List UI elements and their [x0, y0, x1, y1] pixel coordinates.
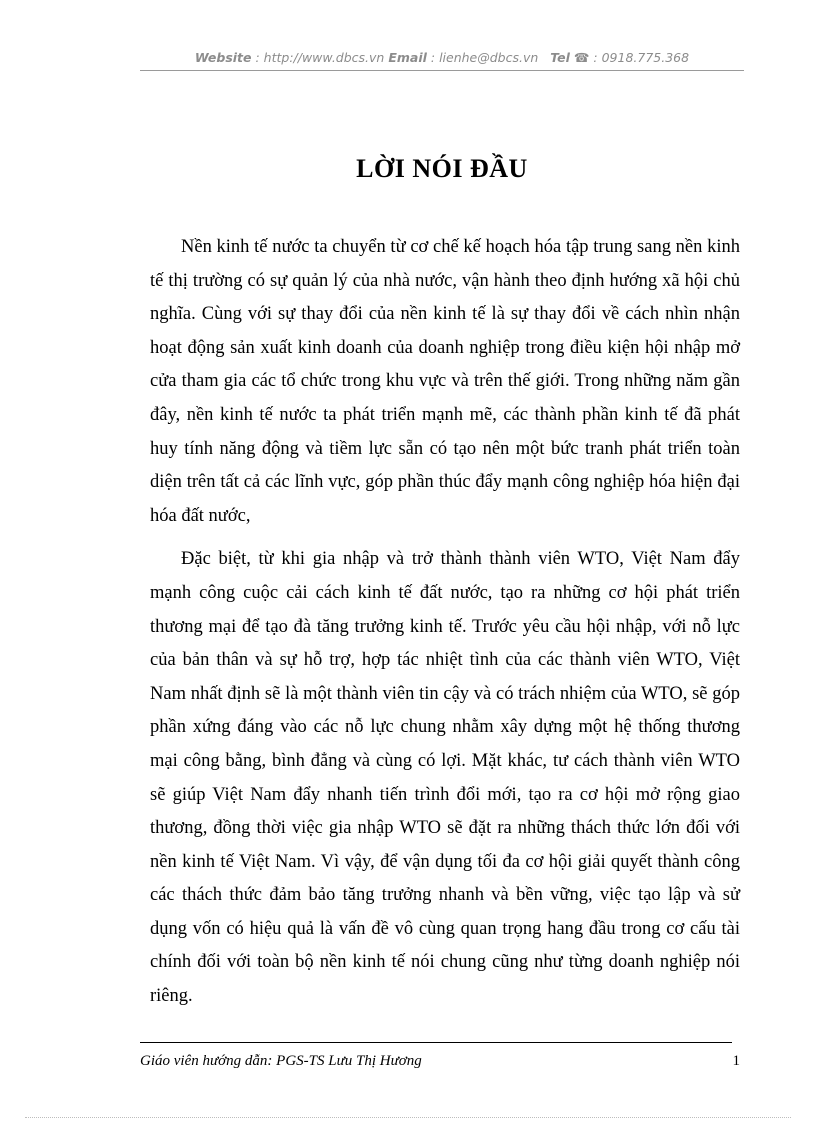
email-value: : lienhe@dbcs.vn: [426, 50, 539, 65]
email-label: Email: [388, 50, 427, 65]
document-body: [150, 231, 740, 1024]
page-number: 1: [732, 1053, 740, 1069]
website-label: Website: [194, 50, 252, 65]
page-footer: [140, 1053, 740, 1070]
advisor-text: Giáo viên hướng dẫn: PGS-TS Lưu Thị Hương: [140, 1053, 422, 1069]
website-value: : http://www.dbcs.vn: [251, 50, 385, 65]
tel-label: Tel: [550, 50, 570, 65]
paragraph-2: Đặc biệt, từ khi gia nhập và trở thành thành viên WTO, Việt Nam đẩy mạnh công cuộc cải cách kinh tế đất nước, tạo ra những cơ hội phát triển thương mại để tạo đà tăng trưởng kinh tế. Trước yêu cầu hội nhập, với nỗ lực của bản thân và sự hỗ trợ, hợp tác nhiệt tình của các thành viên WTO, Việt Nam nhất định sẽ là một thành viên tin cậy và có trách nhiệm của WTO, sẽ góp phần xứng đáng vào các nỗ lực chung nhằm xây dựng một hệ thống thương mại công bằng, bình đẳng và cùng có lợi. Mặt khác, tư cách thành viên WTO sẽ giúp Việt Nam đẩy nhanh tiến trình đổi mới, tạo ra cơ hội mở rộng giao thương, đồng thời việc gia nhập WTO sẽ đặt ra những thách thức lớn đối với nền kinh tế Việt Nam. Vì vậy, để vận dụng tối đa cơ hội giải quyết thành công các thách thức đảm bảo tăng trưởng nhanh và bền vững, việc tạo lập và sử dụng vốn có hiệu quả là vấn đề vô cùng quan trọng hang đầu trong cơ cấu tài chính đối với toàn bộ nền kinh tế nói chung cũng như từng doanh nghiệp nói riêng.: [150, 549, 740, 1007]
tel-value: ☎ : 0918.775.368: [569, 50, 690, 65]
footer-divider: [140, 1042, 732, 1043]
page-header: [140, 50, 744, 65]
document-title: LỜI NÓI ĐẦU: [356, 154, 528, 183]
paragraph-1: Nền kinh tế nước ta chuyển từ cơ chế kế hoạch hóa tập trung sang nền kinh tế thị trường có sự quản lý của nhà nước, vận hành theo định hướng xã hội chủ nghĩa. Cùng với sự thay đổi của nền kinh tế là sự thay đổi về cách nhìn nhận hoạt động sản xuất kinh doanh của doanh nghiệp trong điều kiện hội nhập mở cửa tham gia các tổ chức trong khu vực và trên thế giới. Trong những năm gần đây, nền kinh tế nước ta phát triển mạnh mẽ, các thành phần kinh tế đã phát huy tính năng động và tiềm lực sẵn có tạo nên một bức tranh phát triển toàn diện trên tất cả các lĩnh vực, góp phần thúc đẩy mạnh công nghiệp hóa hiện đại hóa đất nước,: [150, 237, 740, 526]
page-border: [25, 1117, 791, 1118]
header-divider: [140, 70, 744, 71]
